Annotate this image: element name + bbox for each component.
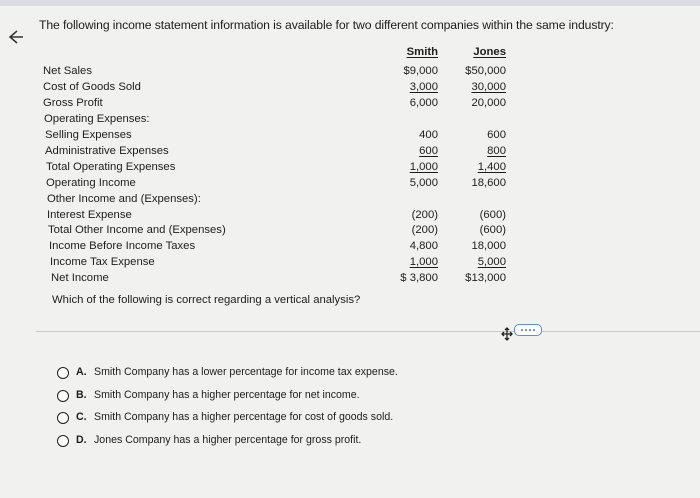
jones-value: 30,000 xyxy=(471,81,506,93)
row-total-operating-expenses xyxy=(0,161,560,177)
option-letter: D. xyxy=(76,434,87,446)
smith-value: 3,000 xyxy=(409,81,438,93)
row-total-other-income xyxy=(0,224,560,240)
row-label: Operating Expenses: xyxy=(44,113,150,125)
row-other-income-heading xyxy=(0,193,560,209)
move-cursor-icon xyxy=(501,327,513,341)
row-label: Net Income xyxy=(51,272,109,284)
jones-value: 18,000 xyxy=(471,240,506,252)
smith-value: 5,000 xyxy=(409,177,438,189)
row-label: Administrative Expenses xyxy=(45,145,169,157)
jones-value: 1,400 xyxy=(477,161,506,173)
smith-value: 1,000 xyxy=(409,256,438,268)
question-intro: The following income statement information is available for two different companies within the same industry: xyxy=(39,18,614,32)
row-administrative-expenses xyxy=(0,145,560,161)
option-letter: B. xyxy=(76,389,87,401)
header-jones: Jones xyxy=(473,46,506,58)
row-interest-expense xyxy=(0,209,560,225)
top-bar xyxy=(0,0,700,6)
row-income-tax-expense xyxy=(0,256,560,272)
row-label: Cost of Goods Sold xyxy=(43,81,141,93)
jones-value: (600) xyxy=(479,209,506,221)
row-net-sales xyxy=(0,65,560,81)
divider xyxy=(36,331,700,332)
row-gross-profit xyxy=(0,97,560,113)
row-label: Net Sales xyxy=(43,65,92,77)
row-label: Operating Income xyxy=(46,177,136,189)
option-letter: C. xyxy=(76,411,87,423)
radio-button[interactable] xyxy=(57,367,69,379)
radio-button[interactable] xyxy=(57,390,69,402)
jones-value: 600 xyxy=(487,129,506,141)
option-text: Smith Company has a higher percentage for cost of goods sold. xyxy=(94,411,394,423)
row-label: Income Tax Expense xyxy=(50,256,155,268)
row-cost-of-goods-sold xyxy=(0,81,560,97)
jones-value: 800 xyxy=(487,145,506,157)
radio-button[interactable] xyxy=(57,412,69,424)
row-net-income xyxy=(0,272,560,288)
row-label: Income Before Income Taxes xyxy=(49,240,196,252)
jones-value: 5,000 xyxy=(477,256,506,268)
row-label: Interest Expense xyxy=(47,209,132,221)
header-smith: Smith xyxy=(406,46,438,58)
row-label: Other Income and (Expenses): xyxy=(47,193,201,205)
smith-value: 400 xyxy=(419,129,438,141)
smith-value: 1,000 xyxy=(409,161,438,173)
smith-value: 4,800 xyxy=(409,240,438,252)
back-arrow-icon[interactable] xyxy=(6,28,24,46)
jones-value: $50,000 xyxy=(465,65,506,77)
smith-value: (200) xyxy=(411,224,438,236)
smith-value: (200) xyxy=(411,209,438,221)
smith-value: $9,000 xyxy=(403,65,438,77)
row-label: Total Operating Expenses xyxy=(46,161,176,173)
jones-value: $13,000 xyxy=(465,272,506,284)
option-text: Smith Company has a higher percentage for net income. xyxy=(94,389,360,401)
option-text: Smith Company has a lower percentage for income tax expense. xyxy=(94,366,398,378)
radio-button[interactable] xyxy=(57,435,69,447)
row-operating-expenses-heading xyxy=(0,113,560,129)
option-text: Jones Company has a higher percentage for gross profit. xyxy=(94,434,362,446)
row-label: Selling Expenses xyxy=(45,129,132,141)
more-dots-icon[interactable] xyxy=(514,324,542,336)
column-headers xyxy=(0,46,560,62)
jones-value: 18,600 xyxy=(471,177,506,189)
option-letter: A. xyxy=(76,366,87,378)
jones-value: (600) xyxy=(479,224,506,236)
jones-value: 20,000 xyxy=(471,97,506,109)
question-text: Which of the following is correct regarding a vertical analysis? xyxy=(52,294,361,306)
row-selling-expenses xyxy=(0,129,560,145)
row-operating-income xyxy=(0,177,560,193)
smith-value: $ 3,800 xyxy=(400,272,438,284)
row-label: Total Other Income and (Expenses) xyxy=(48,224,226,236)
row-label: Gross Profit xyxy=(43,97,103,109)
smith-value: 600 xyxy=(419,145,438,157)
row-income-before-taxes xyxy=(0,240,560,256)
smith-value: 6,000 xyxy=(409,97,438,109)
